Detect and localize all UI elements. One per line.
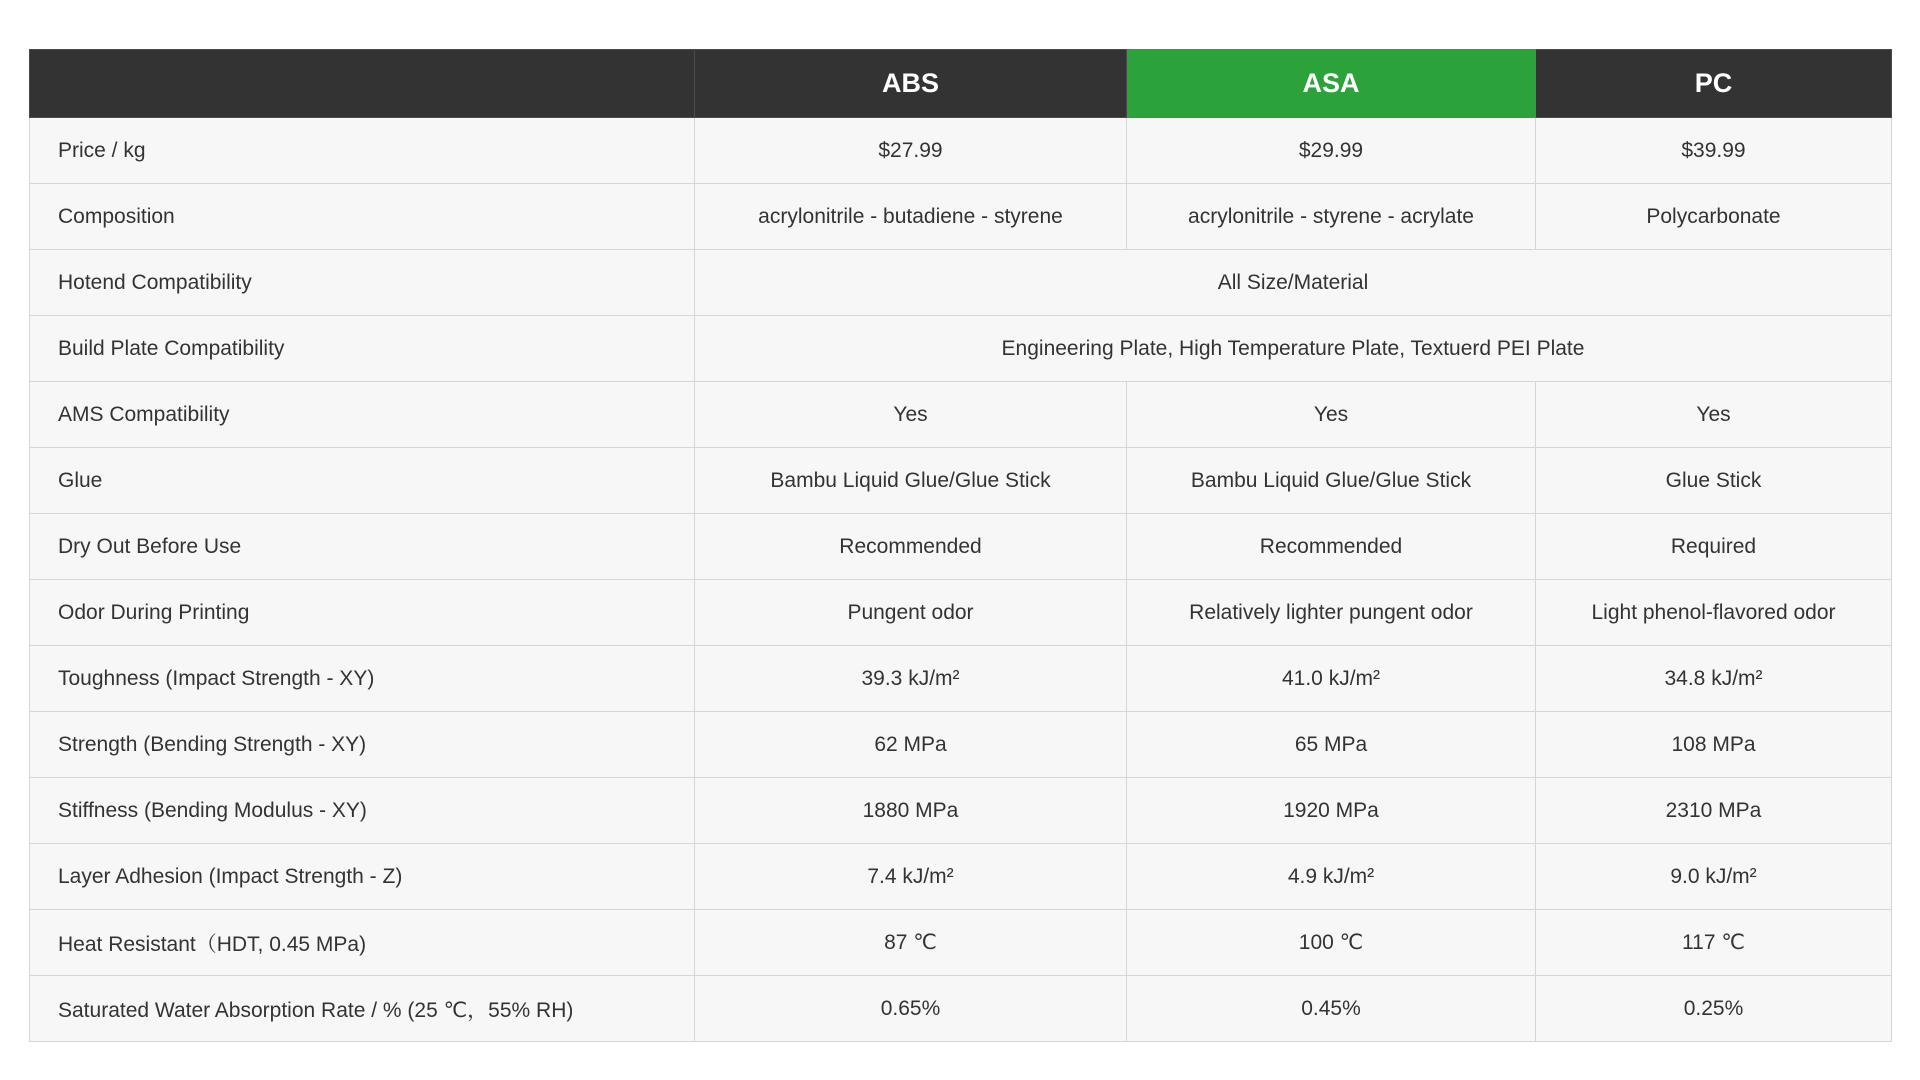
table-row bbox=[30, 778, 1892, 844]
cell-abs: 87 ℃ bbox=[695, 910, 1127, 976]
cell-pc: Polycarbonate bbox=[1536, 184, 1892, 250]
table-row bbox=[30, 976, 1892, 1042]
table-row bbox=[30, 844, 1892, 910]
table-row bbox=[30, 646, 1892, 712]
cell-pc: Glue Stick bbox=[1536, 448, 1892, 514]
cell-pc: 9.0 kJ/m² bbox=[1536, 844, 1892, 910]
cell-asa: acrylonitrile - styrene - acrylate bbox=[1127, 184, 1536, 250]
table-row bbox=[30, 316, 1892, 382]
cell-asa: Bambu Liquid Glue/Glue Stick bbox=[1127, 448, 1536, 514]
table-row bbox=[30, 118, 1892, 184]
cell-asa: 4.9 kJ/m² bbox=[1127, 844, 1536, 910]
cell-pc: Light phenol-flavored odor bbox=[1536, 580, 1892, 646]
cell-abs: 0.65% bbox=[695, 976, 1127, 1042]
row-label: Odor During Printing bbox=[30, 580, 695, 646]
row-label: Strength (Bending Strength - XY) bbox=[30, 712, 695, 778]
cell-asa: Relatively lighter pungent odor bbox=[1127, 580, 1536, 646]
header-row bbox=[30, 50, 1892, 118]
cell-abs: 1880 MPa bbox=[695, 778, 1127, 844]
table-row bbox=[30, 712, 1892, 778]
table-row bbox=[30, 382, 1892, 448]
header-pc: PC bbox=[1536, 50, 1892, 118]
row-label: Hotend Compatibility bbox=[30, 250, 695, 316]
row-label: Glue bbox=[30, 448, 695, 514]
row-label: Composition bbox=[30, 184, 695, 250]
cell-asa: $29.99 bbox=[1127, 118, 1536, 184]
header-abs: ABS bbox=[695, 50, 1127, 118]
cell-abs: Pungent odor bbox=[695, 580, 1127, 646]
cell-abs: Yes bbox=[695, 382, 1127, 448]
cell-abs: Recommended bbox=[695, 514, 1127, 580]
row-label: Saturated Water Absorption Rate / % (25 ℃，55% RH) bbox=[30, 976, 695, 1042]
cell-merged: Engineering Plate, High Temperature Plate, Textuerd PEI Plate bbox=[695, 316, 1892, 382]
cell-pc: 117 ℃ bbox=[1536, 910, 1892, 976]
row-label: Price / kg bbox=[30, 118, 695, 184]
row-label: Dry Out Before Use bbox=[30, 514, 695, 580]
cell-abs: $27.99 bbox=[695, 118, 1127, 184]
table-row bbox=[30, 250, 1892, 316]
row-label: Layer Adhesion (Impact Strength - Z) bbox=[30, 844, 695, 910]
table-row bbox=[30, 448, 1892, 514]
cell-asa: 100 ℃ bbox=[1127, 910, 1536, 976]
row-label: Build Plate Compatibility bbox=[30, 316, 695, 382]
cell-merged: All Size/Material bbox=[695, 250, 1892, 316]
cell-asa: 1920 MPa bbox=[1127, 778, 1536, 844]
material-comparison-table bbox=[29, 49, 1892, 1042]
table-row bbox=[30, 910, 1892, 976]
cell-pc: Required bbox=[1536, 514, 1892, 580]
cell-abs: 62 MPa bbox=[695, 712, 1127, 778]
cell-asa: Yes bbox=[1127, 382, 1536, 448]
cell-pc: 34.8 kJ/m² bbox=[1536, 646, 1892, 712]
row-label: Heat Resistant（HDT, 0.45 MPa) bbox=[30, 910, 695, 976]
cell-pc: $39.99 bbox=[1536, 118, 1892, 184]
header-asa: ASA bbox=[1127, 50, 1536, 118]
cell-abs: acrylonitrile - butadiene - styrene bbox=[695, 184, 1127, 250]
cell-asa: 65 MPa bbox=[1127, 712, 1536, 778]
cell-asa: Recommended bbox=[1127, 514, 1536, 580]
cell-pc: 2310 MPa bbox=[1536, 778, 1892, 844]
header-blank bbox=[30, 50, 695, 118]
table-row bbox=[30, 514, 1892, 580]
cell-abs: Bambu Liquid Glue/Glue Stick bbox=[695, 448, 1127, 514]
cell-abs: 39.3 kJ/m² bbox=[695, 646, 1127, 712]
row-label: Toughness (Impact Strength - XY) bbox=[30, 646, 695, 712]
cell-pc: 0.25% bbox=[1536, 976, 1892, 1042]
table-row bbox=[30, 184, 1892, 250]
cell-pc: 108 MPa bbox=[1536, 712, 1892, 778]
cell-pc: Yes bbox=[1536, 382, 1892, 448]
row-label: Stiffness (Bending Modulus - XY) bbox=[30, 778, 695, 844]
cell-abs: 7.4 kJ/m² bbox=[695, 844, 1127, 910]
row-label: AMS Compatibility bbox=[30, 382, 695, 448]
cell-asa: 0.45% bbox=[1127, 976, 1536, 1042]
table-row bbox=[30, 580, 1892, 646]
cell-asa: 41.0 kJ/m² bbox=[1127, 646, 1536, 712]
